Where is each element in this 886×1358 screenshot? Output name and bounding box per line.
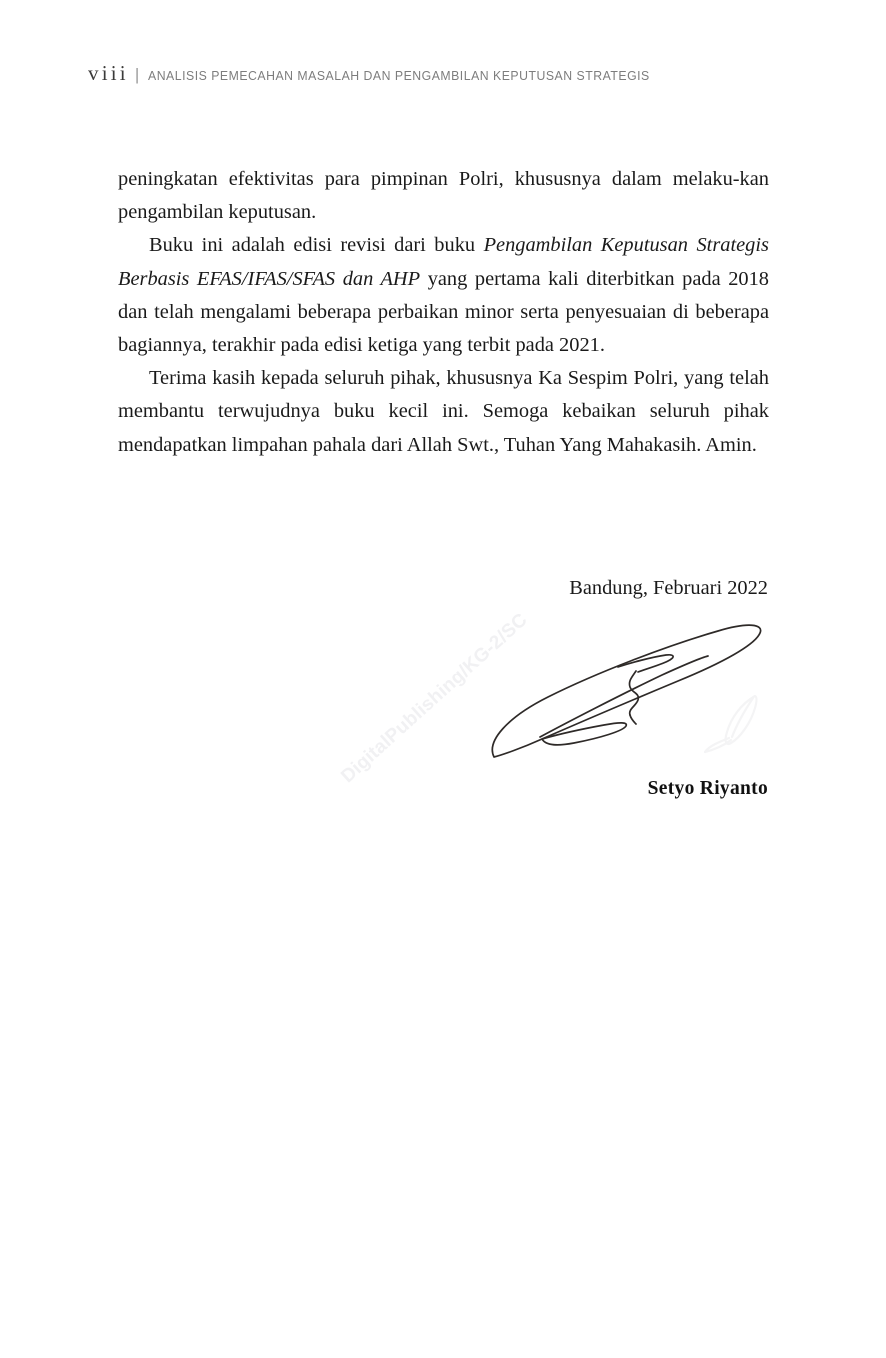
book-title-italic: Pengambilan Keputusan Strategis Berbasis EFAS/IFAS/SFAS dan AHP (118, 234, 769, 290)
leaf-watermark-icon (693, 688, 771, 770)
header-separator: | (134, 65, 140, 84)
closing-date-line: Bandung, Februari 2022 (569, 577, 768, 599)
paragraph-1: peningkatan efektivitas para pimpinan Polri, khususnya dalam melaku-kan pengambilan keputusan. (118, 168, 769, 224)
paragraph-3: Terima kasih kepada seluruh pihak, khususnya Ka Sespim Polri, yang telah membantu terwujudnya buku kecil ini. Semoga kebaikan seluruh pihak mendapatkan limpahan pahala dari Allah Swt., Tuhan Yang Mahakasih. Amin. (118, 367, 769, 456)
running-header-title: ANALISIS PEMECAHAN MASALAH DAN PENGAMBILAN KEPUTUSAN STRATEGIS (148, 68, 650, 83)
running-header (88, 63, 688, 84)
body-text-block (118, 163, 769, 462)
paragraph-2-tail: yang pertama kali diterbitkan pada 2018 dan telah mengalami beberapa perbaikan minor serta penyesuaian di beberapa bagiannya, terakhir pada edisi ketiga yang terbit pada 2021. (118, 267, 769, 357)
paragraph-2-lead: Buku ini adalah edisi revisi dari buku (149, 234, 484, 257)
page-folio-number: viii (88, 61, 129, 85)
publisher-watermark: DigitalPublishing/KG-2/SC (337, 609, 532, 788)
paragraph-2 (118, 229, 769, 362)
signer-name: Setyo Riyanto (647, 778, 768, 799)
